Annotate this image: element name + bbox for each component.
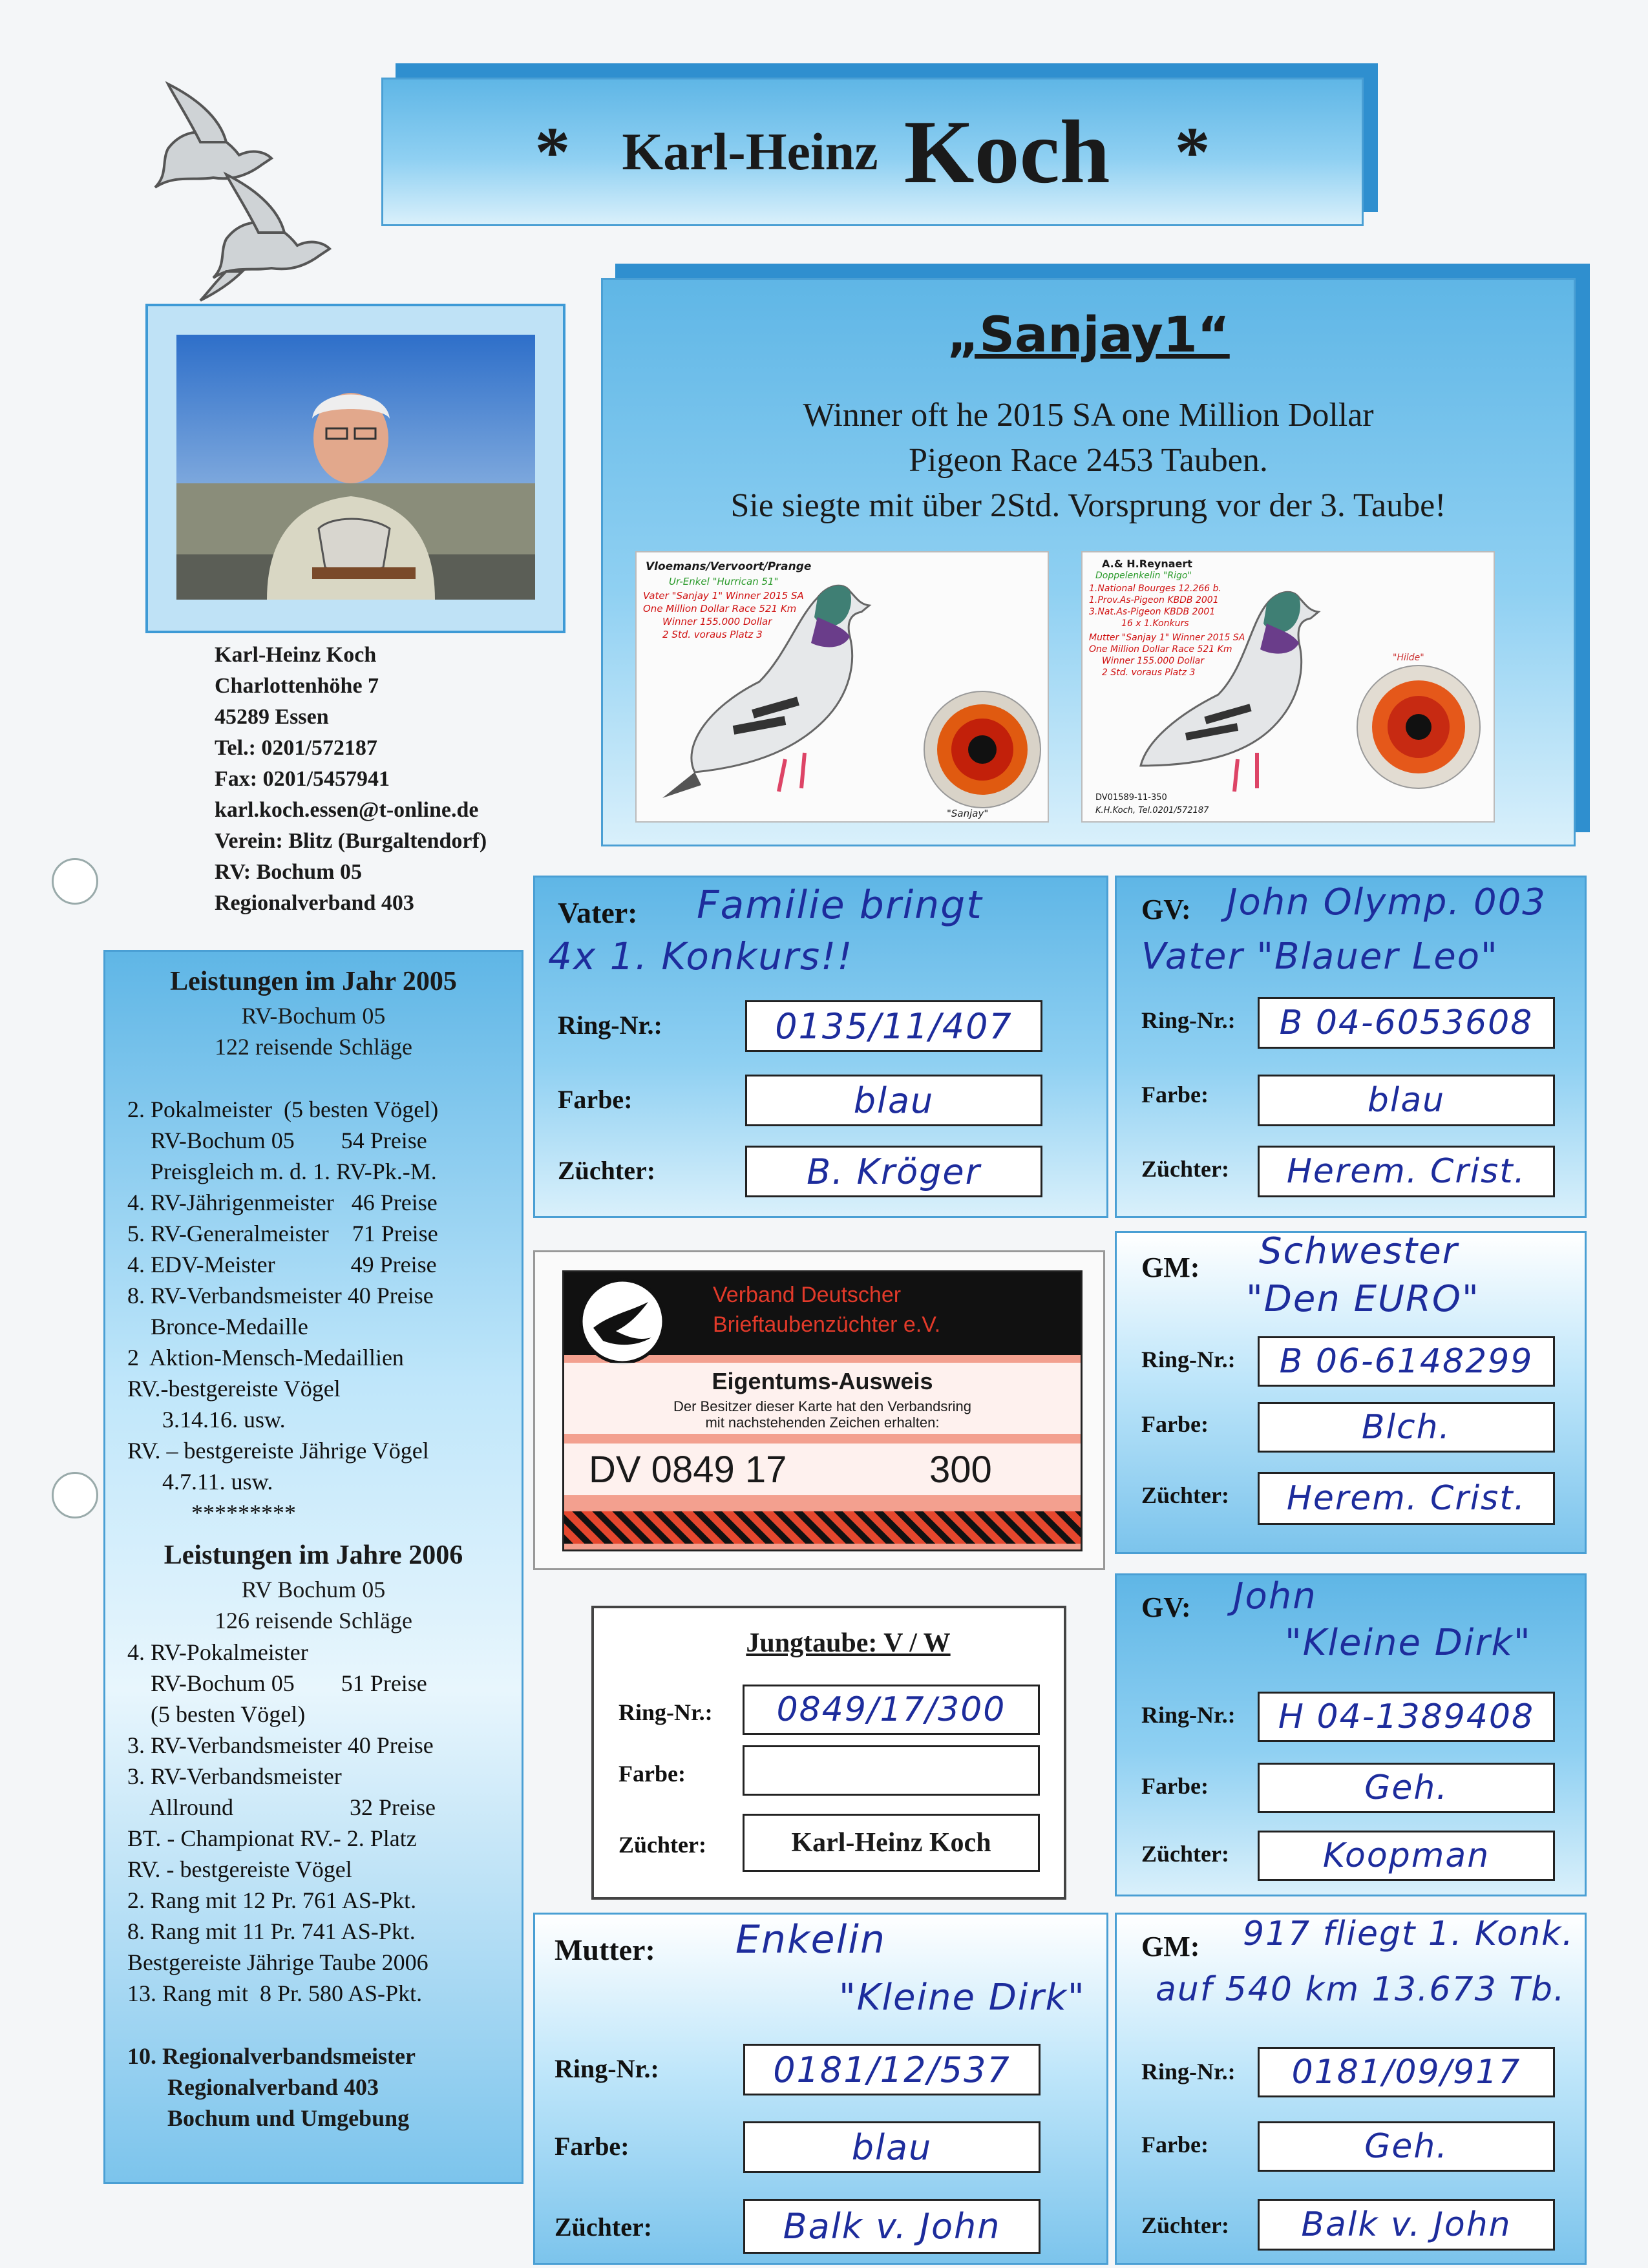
gv1-farbe-field[interactable] — [1258, 1075, 1555, 1126]
final-award-line-3: Bochum und Umgebung — [167, 2105, 410, 2131]
sire-card-heading: Vloemans/Vervoort/Prange — [646, 560, 812, 573]
jungtaube-box — [591, 1606, 1066, 1900]
achievements-2006-title: Leistungen im Jahre 2006 — [164, 1540, 463, 1570]
dam-owner: K.H.Koch, Tel.0201/572187 — [1095, 806, 1209, 815]
mutter-zuechter-label: Züchter: — [555, 2212, 653, 2242]
vater-farbe-value: blau — [853, 1080, 935, 1121]
gm2-zuechter-value: Balk v. John — [1301, 2205, 1512, 2244]
gm2-farbe-field[interactable] — [1258, 2121, 1555, 2172]
pigeon-photo-card-sire — [635, 551, 1049, 823]
gv2-ring-value: H 04-1389408 — [1278, 1697, 1535, 1736]
vater-ring-value: 0135/11/407 — [775, 1005, 1013, 1047]
gv2-zuechter-field[interactable] — [1258, 1831, 1555, 1881]
sanjay-panel — [601, 278, 1576, 846]
gv2-note-line-2: "Kleine Dirk" — [1285, 1622, 1532, 1664]
mutter-farbe-field[interactable] — [743, 2121, 1041, 2173]
achievement-2005-item: 4. EDV-Meister 49 Preise — [127, 1252, 437, 1277]
achievement-2005-item: RV.-bestgereiste Vögel — [127, 1376, 341, 1402]
gm1-note-line-2: "Den EURO" — [1246, 1278, 1480, 1320]
achievement-2005-item: RV-Bochum 05 54 Preise — [127, 1128, 427, 1153]
gm1-panel — [1115, 1231, 1587, 1554]
mutter-farbe-value: blau — [851, 2126, 933, 2168]
achievement-2006-item: 4. RV-Pokalmeister — [127, 1639, 308, 1665]
punch-hole-top — [52, 858, 98, 905]
card-number: DV 0849 17 — [589, 1449, 787, 1491]
card-text-1: Der Besitzer dieser Karte hat den Verbandsring — [673, 1398, 972, 1414]
ownership-card-frame — [533, 1250, 1105, 1570]
sire-card-line-4: 2 Std. voraus Platz 3 — [662, 629, 763, 640]
jung-zuechter-label: Züchter: — [618, 1832, 706, 1858]
dam-card-line-7: Winner 155.000 Dollar — [1102, 656, 1205, 666]
gv1-zuechter-field[interactable] — [1258, 1146, 1555, 1197]
achievements-panel — [103, 950, 523, 2184]
achievement-2005-item: ********* — [127, 1500, 296, 1526]
gm2-panel — [1115, 1913, 1587, 2265]
pigeon-photo-card-dam — [1081, 551, 1495, 823]
achievement-2006-item: BT. - Championat RV.- 2. Platz — [127, 1825, 417, 1851]
vater-farbe-field[interactable] — [745, 1075, 1042, 1126]
vater-zuechter-label: Züchter: — [558, 1156, 656, 1185]
gv2-zuechter-value: Koopman — [1322, 1836, 1490, 1875]
gv2-label: GV: — [1141, 1591, 1191, 1623]
gm1-label: GM: — [1141, 1252, 1200, 1283]
ownership-card — [562, 1270, 1083, 1551]
achievements-2006-sub-b: 126 reisende Schläge — [215, 1608, 412, 1633]
achievements-2006-list — [127, 1637, 515, 2009]
eye-dam-icon — [1354, 662, 1483, 792]
gv1-farbe-label: Farbe: — [1141, 1082, 1209, 1108]
jung-zuechter-value: Karl-Heinz Koch — [791, 1828, 991, 1858]
mutter-ring-value: 0181/12/537 — [773, 2049, 1011, 2090]
gv1-zuechter-label: Züchter: — [1141, 1156, 1229, 1182]
sanjay-title: „Sanjay1“ — [947, 306, 1230, 363]
vater-panel — [533, 876, 1108, 1218]
gm1-ring-field[interactable] — [1258, 1336, 1555, 1387]
sire-card-line-2: One Million Dollar Race 521 Km — [643, 603, 797, 614]
achievement-2006-item: 2. Rang mit 12 Pr. 761 AS-Pkt. — [127, 1887, 417, 1913]
gv2-note-line-1: John — [1233, 1575, 1317, 1617]
gm2-ring-value: 0181/09/917 — [1291, 2053, 1521, 2092]
jung-ring-value: 0849/17/300 — [776, 1690, 1006, 1729]
gm1-farbe-label: Farbe: — [1141, 1411, 1209, 1437]
mutter-note-line-2: "Kleine Dirk" — [839, 1977, 1086, 2019]
dam-card-sub: Doppelenkelin "Rigo" — [1095, 571, 1192, 581]
gm1-ring-label: Ring-Nr.: — [1141, 1347, 1236, 1372]
jung-ring-label: Ring-Nr.: — [618, 1699, 713, 1725]
card-text-2: mit nachstehenden Zeichen erhalten: — [705, 1414, 940, 1431]
header-banner — [381, 78, 1364, 226]
achievement-2006-item: RV-Bochum 05 51 Preise — [127, 1670, 427, 1696]
mutter-zuechter-value: Balk v. John — [783, 2206, 1001, 2247]
gv2-zuechter-label: Züchter: — [1141, 1841, 1229, 1867]
gm1-zuechter-field[interactable] — [1258, 1472, 1555, 1525]
eye-sire-icon — [921, 688, 1044, 811]
gv1-note-line-1: John Olymp. 003 — [1227, 881, 1547, 923]
achievement-2005-item: RV. – bestgereiste Jährige Vögel — [127, 1438, 429, 1464]
owner-photo-frame — [145, 304, 565, 633]
card-org-line-2: Brieftaubenzüchter e.V. — [713, 1312, 941, 1337]
vater-note-line-1: Familie bringt — [697, 883, 983, 928]
achievement-2005-item: Bronce-Medaille — [127, 1314, 308, 1339]
gv1-panel — [1115, 876, 1587, 1218]
final-award-line-2: Regionalverband 403 — [167, 2074, 379, 2100]
gv1-note-line-2: Vater "Blauer Leo" — [1141, 936, 1499, 978]
gm2-zuechter-label: Züchter: — [1141, 2212, 1229, 2238]
achievement-2006-item: (5 besten Vögel) — [127, 1701, 306, 1727]
achievement-2005-item: 5. RV-Generalmeister 71 Preise — [127, 1221, 438, 1246]
gv1-zuechter-value: Herem. Crist. — [1286, 1152, 1527, 1191]
mutter-ring-field[interactable] — [743, 2044, 1041, 2095]
vater-note-line-2: 4x 1. Konkurs!! — [548, 934, 854, 978]
achievement-2005-item: 2 Aktion-Mensch-Medaillien — [127, 1345, 404, 1370]
sanjay-line-1: Winner oft he 2015 SA one Million Dollar — [803, 397, 1374, 434]
gm2-note-line-2: auf 540 km 13.673 Tb. — [1156, 1970, 1566, 2009]
achievement-2005-item: 3.14.16. usw. — [127, 1407, 286, 1433]
gv1-ring-value: B 04-6053608 — [1279, 1003, 1534, 1042]
gm1-zuechter-label: Züchter: — [1141, 1482, 1229, 1508]
sire-card-sub: Ur-Enkel "Hurrican 51" — [669, 576, 779, 587]
header-last-name: Koch — [903, 101, 1110, 202]
pigeon-sire-icon — [656, 552, 934, 817]
contact-city: 45289 Essen — [215, 705, 329, 729]
vater-farbe-label: Farbe: — [558, 1085, 633, 1114]
achievement-2006-item: 8. Rang mit 11 Pr. 741 AS-Pkt. — [127, 1918, 416, 1944]
achievement-2005-item: 8. RV-Verbandsmeister 40 Preise — [127, 1283, 434, 1308]
sire-card-line-3: Winner 155.000 Dollar — [662, 616, 772, 627]
dam-ring: DV01589-11-350 — [1095, 793, 1167, 803]
header-star-left: * — [534, 112, 571, 191]
achievement-2005-item: 2. Pokalmeister (5 besten Vögel) — [127, 1097, 439, 1122]
gm2-zuechter-field[interactable] — [1258, 2199, 1555, 2251]
jungtaube-title: Jungtaube: V / W — [746, 1628, 951, 1658]
header-star-right: * — [1174, 112, 1210, 191]
gv2-farbe-value: Geh. — [1364, 1769, 1448, 1807]
gm1-note-line-1: Schwester — [1259, 1230, 1459, 1272]
contact-verein: Verein: Blitz (Burgaltendorf) — [215, 829, 487, 853]
jung-farbe-field[interactable] — [743, 1745, 1040, 1796]
gv2-panel — [1115, 1573, 1587, 1896]
dam-card-heading: A.& H.Reynaert — [1102, 558, 1192, 570]
contact-regional: Regionalverband 403 — [215, 891, 414, 915]
doves-logo-icon — [129, 78, 349, 304]
achievement-2006-item: RV. - bestgereiste Vögel — [127, 1856, 352, 1882]
contact-street: Charlottenhöhe 7 — [215, 674, 379, 698]
achievements-2005-title: Leistungen im Jahr 2005 — [170, 967, 457, 996]
jung-farbe-label: Farbe: — [618, 1761, 686, 1787]
vater-label: Vater: — [558, 896, 638, 929]
gm1-ring-value: B 06-6148299 — [1279, 1342, 1534, 1381]
achievements-2006-sub-a: RV Bochum 05 — [241, 1577, 386, 1602]
gm1-zuechter-value: Herem. Crist. — [1286, 1479, 1527, 1518]
gm2-ring-label: Ring-Nr.: — [1141, 2059, 1236, 2084]
gm2-farbe-label: Farbe: — [1141, 2132, 1209, 2158]
final-award-line-1: 10. Regionalverbandsmeister — [127, 2043, 416, 2069]
achievements-2005-list — [127, 1094, 515, 1528]
mutter-farbe-label: Farbe: — [555, 2132, 629, 2161]
achievement-2006-item: 3. RV-Verbandsmeister — [127, 1763, 342, 1789]
dam-card-line-4: 16 x 1.Konkurs — [1121, 618, 1189, 629]
achievement-2006-item: 13. Rang mit 8 Pr. 580 AS-Pkt. — [127, 1980, 423, 2006]
gv1-farbe-value: blau — [1367, 1081, 1446, 1120]
gm2-ring-field[interactable] — [1258, 2047, 1555, 2097]
gv2-farbe-label: Farbe: — [1141, 1773, 1209, 1799]
gm2-farbe-value: Geh. — [1364, 2127, 1448, 2166]
sanjay-line-2: Pigeon Race 2453 Tauben. — [909, 442, 1268, 479]
mutter-note-line-1: Enkelin — [735, 1917, 886, 1962]
achievement-2006-item: Bestgereiste Jährige Taube 2006 — [127, 1949, 428, 1975]
achievements-2005-sub-a: RV-Bochum 05 — [241, 1003, 386, 1029]
pigeon-dam-icon — [1121, 552, 1367, 811]
dam-eye-label: "Hilde" — [1393, 653, 1424, 663]
achievement-2006-item: Allround 32 Preise — [127, 1794, 436, 1820]
mutter-ring-label: Ring-Nr.: — [555, 2054, 659, 2083]
card-number-2: 300 — [929, 1449, 992, 1491]
achievement-2005-item: 4.7.11. usw. — [127, 1469, 273, 1495]
mutter-label: Mutter: — [555, 1933, 655, 1966]
vater-ring-label: Ring-Nr.: — [558, 1011, 662, 1040]
gv1-ring-field[interactable] — [1258, 997, 1555, 1049]
gm1-farbe-field[interactable] — [1258, 1402, 1555, 1453]
contact-email[interactable]: karl.koch.essen@t-online.de — [215, 798, 479, 822]
sire-card-line-1: Vater "Sanjay 1" Winner 2015 SA — [643, 590, 804, 602]
sire-eye-label: "Sanjay" — [947, 808, 989, 819]
vater-ring-field[interactable] — [745, 1000, 1042, 1052]
gm1-farbe-value: Blch. — [1361, 1408, 1452, 1447]
contact-rv: RV: Bochum 05 — [215, 860, 363, 884]
mutter-zuechter-field[interactable] — [743, 2199, 1041, 2254]
vater-zuechter-field[interactable] — [745, 1146, 1042, 1197]
achievements-2005-sub-b: 122 reisende Schläge — [215, 1034, 412, 1060]
gv1-ring-label: Ring-Nr.: — [1141, 1007, 1236, 1033]
card-pattern-strip — [564, 1511, 1081, 1544]
header-first-name: Karl-Heinz — [622, 122, 878, 181]
gm2-label: GM: — [1141, 1931, 1200, 1962]
punch-hole-bottom — [52, 1472, 98, 1518]
contact-tel: Tel.: 0201/572187 — [215, 736, 377, 760]
contact-fax: Fax: 0201/5457941 — [215, 767, 390, 791]
achievement-2005-item: Preisgleich m. d. 1. RV-Pk.-M. — [127, 1159, 437, 1184]
dam-card-line-3: 3.Nat.As-Pigeon KBDB 2001 — [1089, 607, 1216, 617]
dam-card-line-2: 1.Prov.As-Pigeon KBDB 2001 — [1089, 595, 1219, 605]
card-title: Eigentums-Ausweis — [712, 1368, 933, 1394]
gm2-note-line-1: 917 fliegt 1. Konk. — [1243, 1915, 1574, 1953]
vater-zuechter-value: B. Kröger — [807, 1151, 981, 1192]
contact-name: Karl-Heinz Koch — [215, 643, 377, 667]
jung-zuechter-field[interactable] — [743, 1814, 1040, 1872]
gv2-ring-label: Ring-Nr.: — [1141, 1702, 1236, 1728]
achievement-2006-item: 3. RV-Verbandsmeister 40 Preise — [127, 1732, 434, 1758]
sanjay-line-3: Sie siegte mit über 2Std. Vorsprung vor der 3. Taube! — [730, 487, 1446, 524]
dam-card-line-6: One Million Dollar Race 521 Km — [1089, 644, 1232, 655]
dam-card-line-5: Mutter "Sanjay 1" Winner 2015 SA — [1089, 633, 1245, 643]
dam-card-line-1: 1.National Bourges 12.266 b. — [1089, 583, 1221, 594]
jung-ring-field[interactable] — [743, 1685, 1040, 1735]
achievement-2005-item: 4. RV-Jährigenmeister 46 Preise — [127, 1190, 438, 1215]
gv2-farbe-field[interactable] — [1258, 1763, 1555, 1813]
dove-emblem-icon — [577, 1276, 668, 1367]
mutter-panel — [533, 1913, 1108, 2265]
card-org-line-1: Verband Deutscher — [713, 1283, 902, 1307]
owner-photo — [176, 335, 535, 600]
gv1-label: GV: — [1141, 894, 1191, 925]
gv2-ring-field[interactable] — [1258, 1692, 1555, 1742]
dam-card-line-8: 2 Std. voraus Platz 3 — [1102, 667, 1196, 678]
